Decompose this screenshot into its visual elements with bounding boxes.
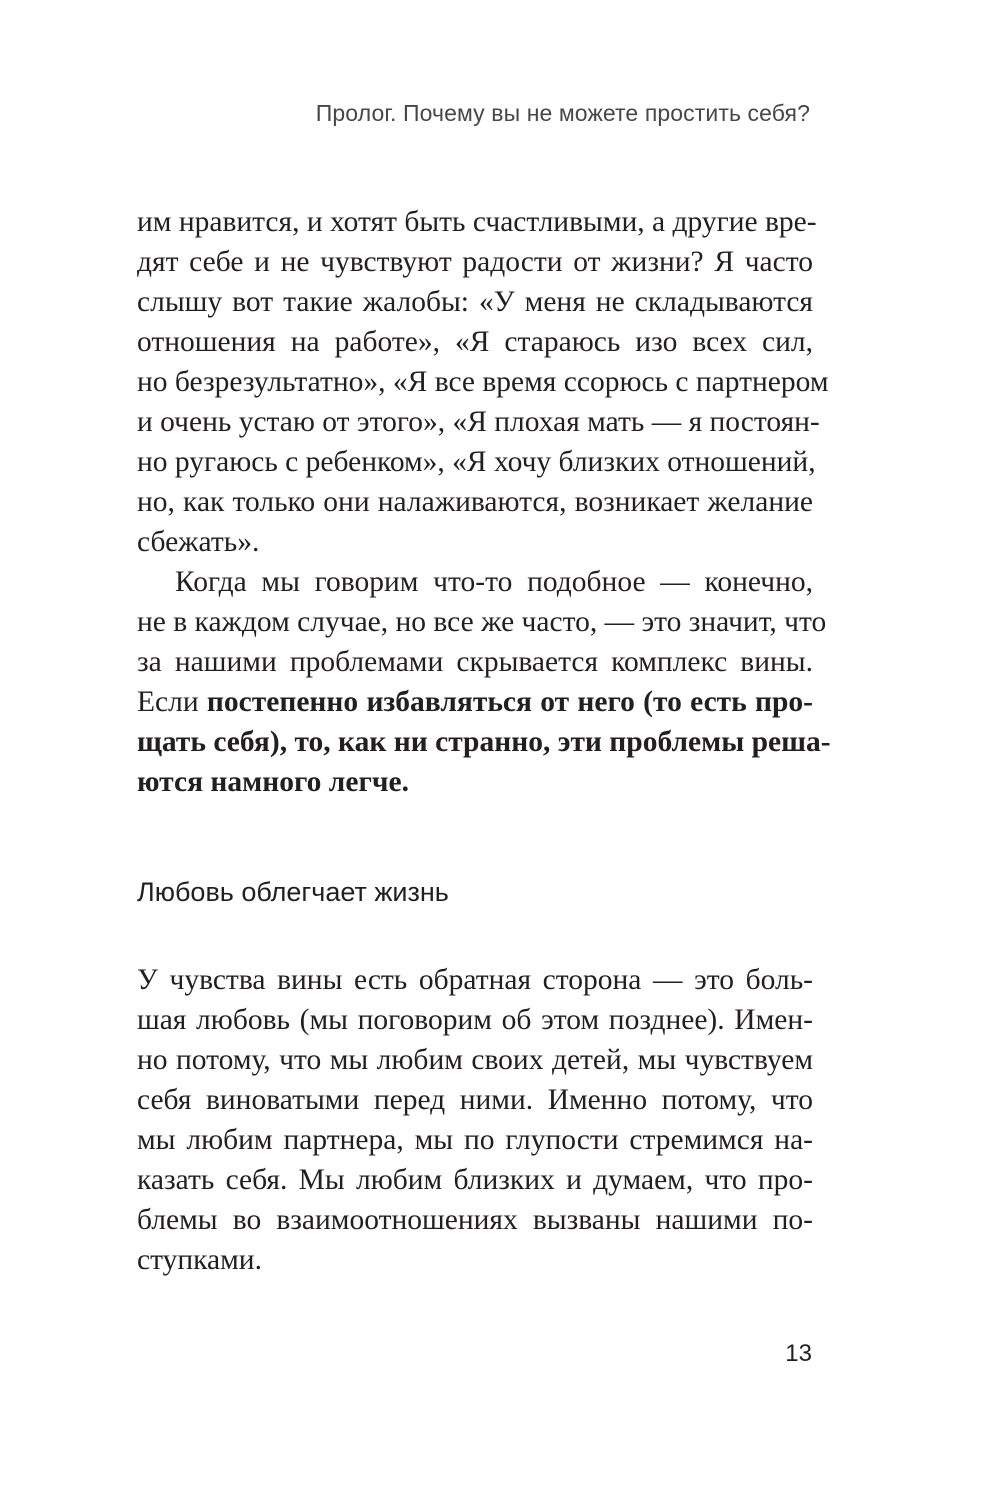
- text-emphasis-line: щать себя), то, как ни странно, эти проблемы реша-: [137, 726, 831, 758]
- text-emphasis-line: ются намного легче.: [137, 766, 409, 798]
- text-line: шая любовь (мы поговорим об этом позднее). Имен-: [137, 1004, 813, 1036]
- text-line: и очень устаю от этого», «Я плохая мать — я постоян-: [137, 406, 820, 438]
- paragraph-3: [137, 960, 813, 1280]
- text-line: Когда мы говорим что-то подобное — конечно,: [175, 566, 813, 598]
- text-line: не в каждом случае, но все же часто, — это значит, что: [137, 606, 827, 638]
- text-line: им нравится, и хотят быть счастливыми, а другие вре-: [137, 206, 817, 238]
- text-line: но безрезультатно», «Я все время ссорюсь с партнером: [137, 366, 829, 398]
- text-line: слышу вот такие жалобы: «У меня не складываются: [137, 286, 813, 318]
- text-line: дят себе и не чувствуют радости от жизни? Я часто: [137, 246, 813, 278]
- text-line: но, как только они налаживаются, возникает желание: [137, 486, 813, 518]
- text-emphasis: постепенно избавляться от него (то есть про-: [206, 686, 814, 718]
- text-line: себя виноватыми перед ними. Именно потому, что: [137, 1084, 813, 1116]
- text-line: мы любим партнера, мы по глупости стремимся на-: [137, 1124, 813, 1156]
- text-line: но потому, что мы любим своих детей, мы чувствуем: [137, 1044, 813, 1076]
- text-line: блемы во взаимоотношениях вызваны нашими по-: [137, 1204, 813, 1236]
- text-line: за нашими проблемами скрывается комплекс вины.: [137, 646, 813, 678]
- paragraph-2: [137, 562, 831, 802]
- text-line: ступками.: [137, 1244, 262, 1276]
- section-heading: Любовь облегчает жизнь: [137, 877, 449, 907]
- text-regular: Если: [137, 686, 207, 718]
- text-line: У чувства вины есть обратная сторона — это боль-: [137, 964, 813, 996]
- text-line-mixed: [137, 682, 813, 722]
- text-line: отношения на работе», «Я стараюсь изо всех сил,: [137, 326, 813, 358]
- text-line: сбежать».: [137, 526, 260, 558]
- text-line: но ругаюсь с ребенком», «Я хочу близких отношений,: [137, 446, 816, 478]
- paragraph-1: [137, 202, 829, 562]
- text-line: казать себя. Мы любим близких и думаем, что про-: [137, 1164, 813, 1196]
- page-number: 13: [785, 1340, 812, 1367]
- running-head: Пролог. Почему вы не можете простить себя?: [315, 100, 810, 126]
